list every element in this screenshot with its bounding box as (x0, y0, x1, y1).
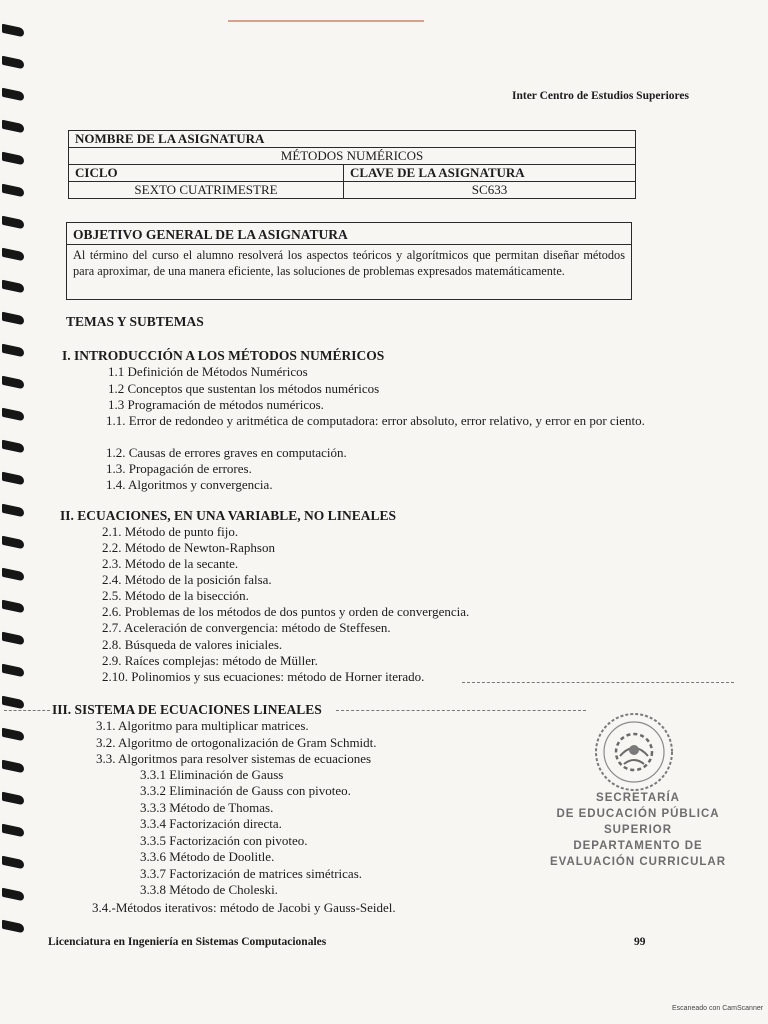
scanner-watermark: Escaneado con CamScanner (672, 1005, 764, 1012)
list-item: 2.9. Raíces complejas: método de Müller. (102, 653, 318, 668)
list-item: 3.3.1 Eliminación de Gauss (140, 767, 284, 782)
list-item: 2.10. Polinomios y sus ecuaciones: método de Horner iterado. (102, 669, 425, 684)
list-item: 3.3.7 Factorización de matrices simétricas. (140, 866, 363, 881)
list-item: 2.6. Problemas de los métodos de dos puntos y orden de convergencia. (102, 604, 470, 619)
objective-box (66, 222, 632, 300)
stamp-line: DE EDUCACIÓN PÚBLICA (556, 808, 720, 820)
course-name-label: NOMBRE DE LA ASIGNATURA (69, 131, 636, 148)
objective-text: Al término del curso el alumno resolverá los aspectos teóricos y algorítmicos que permitan diseñar métodos para aproximar, de una manera eficiente, las soluciones de problemas expresados matemáticamente. (73, 248, 625, 278)
list-item: 3.1. Algoritmo para multiplicar matrices. (96, 718, 309, 733)
list-item: 3.3.3 Método de Thomas. (140, 800, 274, 815)
topics-heading: TEMAS Y SUBTEMAS (66, 314, 204, 329)
official-stamp (548, 790, 728, 870)
cycle-value: SEXTO CUATRIMESTRE (69, 182, 344, 199)
objective-title: OBJETIVO GENERAL DE LA ASIGNATURA (67, 223, 631, 245)
list-item: 1.4. Algoritmos y convergencia. (106, 477, 273, 492)
course-name-value: MÉTODOS NUMÉRICOS (69, 148, 636, 165)
list-item: 3.4.-Métodos iterativos: método de Jacobi y Gauss-Seidel. (92, 900, 396, 915)
course-key-value: SC633 (344, 182, 636, 199)
list-item: 2.3. Método de la secante. (102, 556, 239, 571)
cycle-label: CICLO (69, 165, 344, 182)
list-item: 2.1. Método de punto fijo. (102, 524, 239, 539)
list-item: 3.3.6 Método de Doolitle. (140, 849, 275, 864)
dashed-line (4, 710, 50, 711)
dashed-line (462, 682, 734, 683)
dashed-line (336, 710, 586, 711)
top-scan-line (228, 20, 424, 22)
list-item: 1.2. Causas de errores graves en computación. (106, 445, 347, 460)
list-item: 2.5. Método de la bisección. (102, 588, 249, 603)
official-seal-icon (592, 710, 676, 794)
list-item: 1.3 Programación de métodos numéricos. (108, 397, 324, 412)
spiral-binding (0, 0, 26, 960)
list-item: 1.2 Conceptos que sustentan los métodos numéricos (108, 381, 380, 396)
institution-name: Inter Centro de Estudios Superiores (512, 90, 689, 102)
section-2-title: II. ECUACIONES, EN UNA VARIABLE, NO LINEALES (60, 508, 396, 523)
list-item: 1.1 Definición de Métodos Numéricos (108, 364, 308, 379)
list-item: 1.1. Error de redondeo y aritmética de computadora: error absoluto, error relativo, y error en por ciento. (106, 413, 645, 428)
section-3-title: III. SISTEMA DE ECUACIONES LINEALES (52, 702, 322, 717)
list-item: 2.2. Método de Newton-Raphson (102, 540, 275, 555)
list-item: 3.3.4 Factorización directa. (140, 816, 282, 831)
stamp-line: EVALUACIÓN CURRICULAR (549, 856, 727, 868)
course-info-table (68, 130, 636, 199)
stamp-line: DEPARTAMENTO DE (573, 840, 703, 852)
page-number: 99 (634, 936, 646, 948)
list-item: 3.3.8 Método de Choleski. (140, 882, 278, 897)
stamp-line: SECRETARÍA (596, 792, 680, 804)
list-item: 2.7. Aceleración de convergencia: método de Steffesen. (102, 620, 391, 635)
list-item: 2.4. Método de la posición falsa. (102, 572, 272, 587)
list-item: 3.3.2 Eliminación de Gauss con pivoteo. (140, 783, 351, 798)
list-item: 1.3. Propagación de errores. (106, 461, 252, 476)
section-1-title: I. INTRODUCCIÓN A LOS MÉTODOS NUMÉRICOS (62, 348, 385, 363)
list-item: 2.8. Búsqueda de valores iniciales. (102, 637, 283, 652)
stamp-line: SUPERIOR (603, 824, 673, 836)
footer-program: Licenciatura en Ingeniería en Sistemas Computacionales (48, 936, 327, 948)
list-item: 3.3. Algoritmos para resolver sistemas de ecuaciones (96, 751, 372, 766)
list-item: 3.2. Algoritmo de ortogonalización de Gram Schmidt. (96, 735, 377, 750)
course-key-label: CLAVE DE LA ASIGNATURA (344, 165, 636, 182)
list-item: 3.3.5 Factorización con pivoteo. (140, 833, 308, 848)
